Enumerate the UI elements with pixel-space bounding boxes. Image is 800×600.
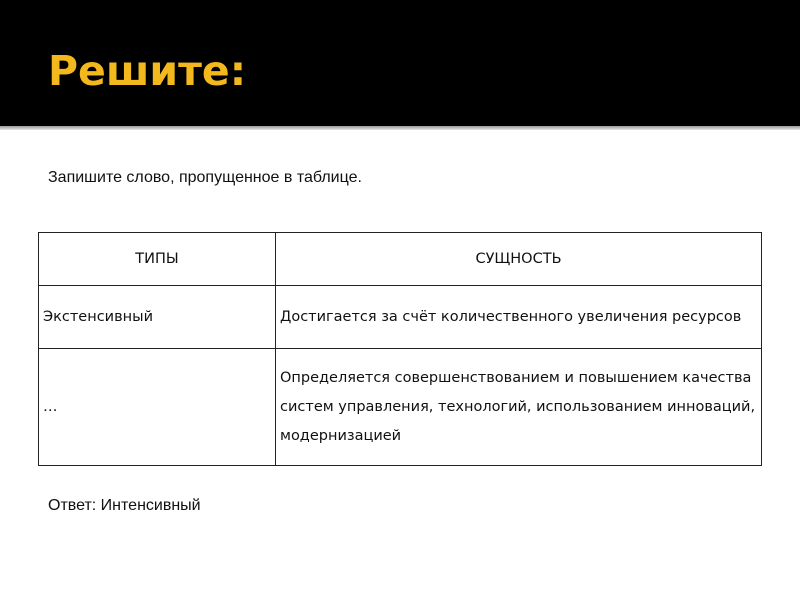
slide-header — [0, 0, 800, 126]
table-row — [39, 286, 762, 349]
slide-title: Решите: — [48, 47, 247, 95]
type-cell: Экстенсивный — [39, 286, 276, 349]
table-header-row — [39, 233, 762, 286]
answer-text: Ответ: Интенсивный — [48, 497, 201, 514]
essence-cell: Определяется совершенствованием и повышением качества систем управления, технологий, использованием инноваций, модернизацией — [276, 349, 762, 466]
column-header-types: ТИПЫ — [39, 233, 276, 286]
types-table — [38, 232, 762, 466]
missing-type-cell: … — [39, 349, 276, 466]
table-row — [39, 349, 762, 466]
essence-cell: Достигается за счёт количественного увеличения ресурсов — [276, 286, 762, 349]
instruction-text: Запишите слово, пропущенное в таблице. — [48, 169, 362, 186]
column-header-essence: СУЩНОСТЬ — [276, 233, 762, 286]
header-divider — [0, 126, 800, 130]
